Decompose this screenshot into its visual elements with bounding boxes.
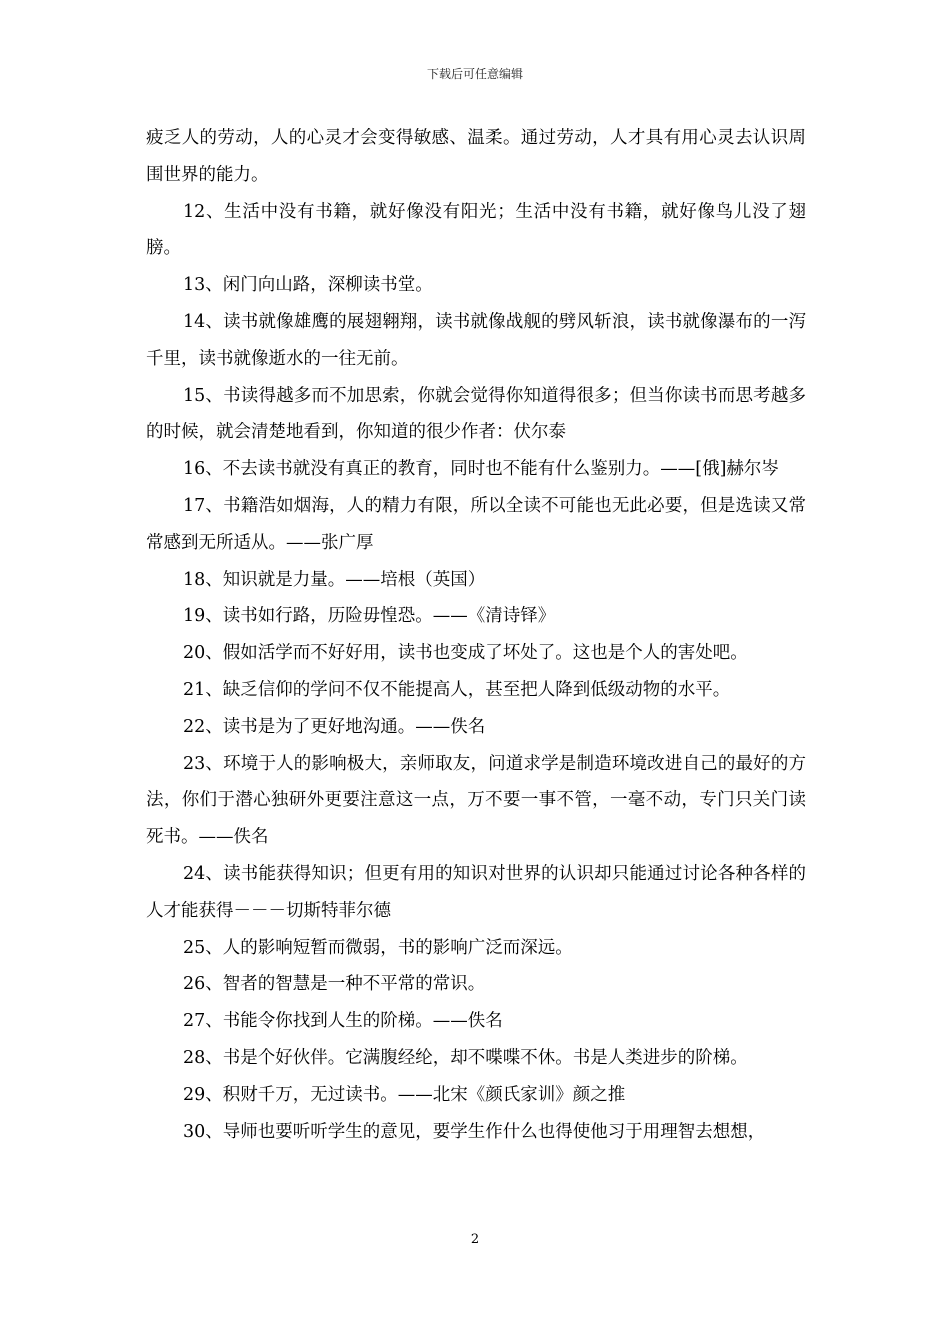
paragraph-quote-27: 27、书能令你找到人生的阶梯。——佚名	[183, 1011, 503, 1032]
paragraph-quote-15: 15、书读得越多而不加思索，你就会觉得你知道得很多；但当你读书而思考越多的时候，就会清楚地看到，你知道的很少作者：伏尔泰	[146, 385, 806, 443]
document-body	[146, 120, 806, 1150]
page-header: 下载后可任意编辑	[426, 67, 523, 81]
paragraph-quote-13: 13、闲门向山路，深柳读书堂。	[183, 275, 433, 296]
paragraph-quote-29: 29、积财千万，无过读书。——北宋《颜氏家训》颜之推	[183, 1084, 626, 1105]
paragraph-quote-21: 21、缺乏信仰的学问不仅不能提高人，甚至把人降到低级动物的水平。	[183, 679, 731, 700]
paragraph-quote-12: 12、生活中没有书籍，就好像没有阳光；生活中没有书籍，就好像鸟儿没了翅膀。	[146, 201, 806, 259]
paragraph-quote-19: 19、读书如行路，历险毋惶恐。——《清诗铎》	[183, 606, 556, 627]
paragraph-quote-18: 18、知识就是力量。——培根（英国）	[183, 569, 486, 590]
paragraph-quote-20: 20、假如活学而不好好用，读书也变成了坏处了。这也是个人的害处吧。	[183, 643, 748, 664]
paragraph-quote-30: 30、导师也要听听学生的意见，要学生作什么也得使他习于用理智去想想，	[183, 1121, 766, 1142]
paragraph-quote-26: 26、智者的智慧是一种不平常的常识。	[183, 974, 486, 995]
paragraph-quote-25: 25、人的影响短暂而微弱，书的影响广泛而深远。	[183, 937, 573, 958]
paragraph-quote-28: 28、书是个好伙伴。它满腹经纶，却不喋喋不休。书是人类进步的阶梯。	[183, 1047, 748, 1068]
paragraph-quote-24: 24、读书能获得知识；但更有用的知识对世界的认识却只能通过讨论各种各样的人才能获得－－－切斯特菲尔德	[146, 863, 806, 921]
paragraph-quote-17: 17、书籍浩如烟海，人的精力有限，所以全读不可能也无此必要，但是选读又常常感到无所适从。——张广厚	[146, 495, 806, 553]
paragraph-quote-14: 14、读书就像雄鹰的展翅翱翔，读书就像战舰的劈风斩浪，读书就像瀑布的一泻千里，读书就像逝水的一往无前。	[146, 311, 806, 369]
paragraph-quote-22: 22、读书是为了更好地沟通。——佚名	[183, 716, 486, 737]
paragraph-quote-23: 23、环境于人的影响极大，亲师取友，问道求学是制造环境改进自己的最好的方法，你们于潜心独研外更要注意这一点，万不要一事不管，一毫不动，专门只关门读死书。——佚名	[146, 753, 806, 848]
paragraph-continuation: 疲乏人的劳动，人的心灵才会变得敏感、温柔。通过劳动，人才具有用心灵去认识周围世界的能力。	[146, 128, 806, 185]
page-number: 2	[470, 1232, 480, 1247]
paragraph-quote-16: 16、不去读书就没有真正的教育，同时也不能有什么鉴别力。——[俄]赫尔岑	[183, 459, 779, 480]
